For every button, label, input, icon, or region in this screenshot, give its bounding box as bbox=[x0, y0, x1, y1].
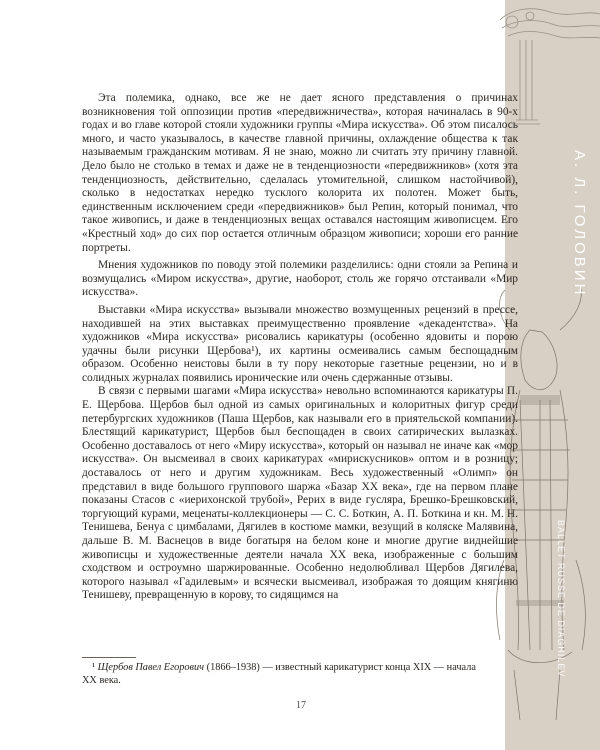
side-author-name: А. Л. ГОЛОВИН bbox=[571, 150, 588, 298]
footnote bbox=[82, 662, 482, 688]
footnote-divider bbox=[82, 657, 136, 658]
main-text bbox=[82, 92, 518, 603]
footnote-name: Щербов Павел Егорович bbox=[97, 662, 205, 673]
paragraph: Мнения художников по поводу этой полемики разделились: одни стояли за Репина и возмущались «Миром искусства», другие, наоборот, столь же горячо отстаивали «Мир искусства». bbox=[82, 259, 518, 299]
footnote-marker: ¹ bbox=[92, 662, 96, 673]
paragraph: Выставки «Мира искусства» вызывали множество возмущенных рецензий в прессе, находившей на этих выставках преимущественно проявление «декадентства». На художников «Мира искусства» рисовались карикатуры (особенно ядовиты и порою удачны были рисунки Щербова¹), их картины осмеивались самым беспощадным образом. Особенно неистовы были в ту пору некоторые газетные рецензии, но и в солидных журналах появились иронические или очень сдержанные отзывы. bbox=[82, 303, 518, 384]
side-book-title: BALLET RUSSE DE DIAGHILEV bbox=[556, 520, 566, 678]
footnote-text: (1866–1938) — известный карикатурист конца XIX — начала XX века. bbox=[82, 662, 476, 686]
paragraph: Эта полемика, однако, все же не дает ясного представления о причинах возникновения той оппозиции против «передвижничества», которая начиналась в 90-х годах и во главе которой стояли художники группы «Мира искусства». Об этом писалось много, и часто указывалось, в качестве главной причины, охлаждение общества к так называемым гражданским мотивам. Я не знаю, можно ли считать эту причину главной. Дело было не столько в темах и даже не в тенденциозности «передвижников» (хотя эта тенденциозность, действительно, сделалась утомительной, слишком настойчивой), сколько в недостатках нередко тусклого колорита их полотен. Может быть, единственным исключением среди «передвижников» был Репин, который понимал, что такое живопись, и даже в тенденциозных вещах оставался настоящим живописцем. Его «Крестный ход» до сих пор остается отличным образцом живописи; хороши его ранние портреты. bbox=[82, 92, 518, 254]
paragraph: В связи с первыми шагами «Мира искусства» невольно вспоминаются карикатуры П. Е. Щербова. Щербов был одной из самых оригинальных и колоритных фигур среди петербургских художников (Паша Щербов, как называли его в приятельской компании). Блестящий карикатурист, Щербов был беспощаден в своих сатирических вылазках. Особенно доставалось от него «Миру искусства», который он называл не иначе как «мор искусства». Он высмеивал в своих карикатурах «мирискусников» оптом и в розницу; доставалось от него и другим художникам. Весь художественный «Олимп» он представил в виде большого группового шаржа «Базар XX века», где на первом плане показаны Стасов с «иерихонской трубой», Рерих в виде гусляра, Брешко-Брешковский, торгующий курами, меценаты-коллекционеры — С. С. Боткин, А. П. Боткина и кн. М. Н. Тенишева, Бенуа с цимбалами, Дягилев в костюме мамки, везущий в коляске Малявина, дальше В. М. Васнецов в виде богатыря на белом коне и многие другие виднейшие живописцы и художественные деятели начала XX века, изображенные с большим сходством и остроумно шаржированные. Особенно недолюбливал Щербов Дягилева, которого называл «Гадилевым» и всячески высмеивал, изображая то доящим княгиню Тенишеву, превращенную в корову, то сидящимся на bbox=[82, 385, 518, 602]
page-number: 17 bbox=[296, 700, 306, 711]
